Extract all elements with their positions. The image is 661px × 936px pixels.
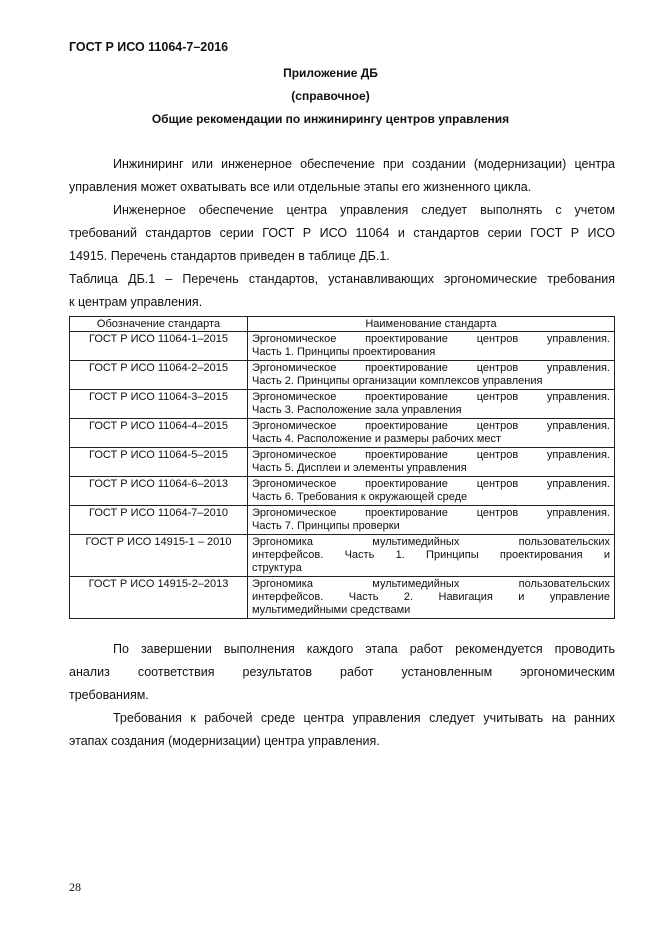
- appendix-heading: Общие рекомендации по инжинирингу центров управления: [151, 112, 510, 126]
- standard-code: ГОСТ Р ИСО 11064-1–2015: [70, 332, 248, 361]
- paragraph-4: [69, 707, 615, 753]
- column-header-designation: Обозначение стандарта: [70, 317, 248, 332]
- paragraph-2-line-3: 14915. Перечень стандартов приведен в таблице ДБ.1.: [69, 249, 390, 263]
- paragraph-4-line-1: Требования к рабочей среде центра управления следует учитывать на ранних: [113, 711, 615, 725]
- table-row: [70, 506, 615, 535]
- table-caption-line-2: к центрам управления.: [69, 295, 203, 309]
- standard-name: Эргономическое проектирование центров управления. Часть 6. Требования к окружающей среде: [248, 477, 615, 506]
- standard-name: Эргономическое проектирование центров управления. Часть 1. Принципы проектирования: [248, 332, 615, 361]
- standard-code: ГОСТ Р ИСО 11064-7–2010: [70, 506, 248, 535]
- paragraph-3-line-2: анализ соответствия результатов работ установленным эргономическим: [69, 665, 615, 679]
- paragraph-2-line-1: Инженерное обеспечение центра управления следует выполнять с учетом: [113, 203, 615, 217]
- table-row: [70, 535, 615, 577]
- standard-name: Эргономическое проектирование центров управления. Часть 3. Расположение зала управления: [248, 390, 615, 419]
- appendix-title: Приложение ДБ: [283, 66, 378, 80]
- standard-code: ГОСТ Р ИСО 11064-6–2013: [70, 477, 248, 506]
- standard-code: ГОСТ Р ИСО 11064-2–2015: [70, 361, 248, 390]
- paragraph-3-line-1: По завершении выполнения каждого этапа работ рекомендуется проводить: [113, 642, 615, 656]
- standard-code: ГОСТ Р ИСО 14915-1 – 2010: [70, 535, 248, 577]
- table-caption: [69, 268, 615, 314]
- standard-name: Эргономическое проектирование центров управления. Часть 5. Дисплеи и элементы управления: [248, 448, 615, 477]
- table-row: [70, 477, 615, 506]
- standard-code: ГОСТ Р ИСО 11064-5–2015: [70, 448, 248, 477]
- paragraph-2-line-2: требований стандартов серии ГОСТ Р ИСО 11064 и стандартов серии ГОСТ Р ИСО: [69, 226, 615, 240]
- standard-code: ГОСТ Р ИСО 11064-3–2015: [70, 390, 248, 419]
- standard-name: Эргономическое проектирование центров управления. Часть 7. Принципы проверки: [248, 506, 615, 535]
- standard-code: ГОСТ Р ИСО 14915-2–2013: [70, 577, 248, 619]
- paragraph-4-line-2: этапах создания (модернизации) центра управления.: [69, 734, 380, 748]
- table-row: [70, 419, 615, 448]
- standards-table: [69, 316, 615, 619]
- paragraph-1: [69, 153, 615, 199]
- table-header-row: [70, 317, 615, 332]
- table-row: [70, 332, 615, 361]
- paragraph-3-line-3: требованиям.: [69, 688, 149, 702]
- table-row: [70, 361, 615, 390]
- table-caption-line-1: Таблица ДБ.1 – Перечень стандартов, устанавливающих эргономические требования: [69, 272, 615, 286]
- column-header-name: Наименование стандарта: [248, 317, 615, 332]
- paragraph-2: [69, 199, 615, 268]
- table-row: [70, 390, 615, 419]
- paragraph-1-line-1: Инжиниринг или инженерное обеспечение при создании (модернизации) центра: [113, 157, 615, 171]
- standard-name: Эргономика мультимедийных пользовательских интерфейсов. Часть 2. Навигация и управление мультимедийными средствами: [248, 577, 615, 619]
- standard-name: Эргономическое проектирование центров управления. Часть 2. Принципы организации комплексов управления: [248, 361, 615, 390]
- table-row: [70, 448, 615, 477]
- standard-name: Эргономическое проектирование центров управления. Часть 4. Расположение и размеры рабочих мест: [248, 419, 615, 448]
- standard-name: Эргономика мультимедийных пользовательских интерфейсов. Часть 1. Принципы проектирования и структура: [248, 535, 615, 577]
- standard-code: ГОСТ Р ИСО 11064-4–2015: [70, 419, 248, 448]
- page-number: 28: [69, 880, 81, 894]
- paragraph-1-line-2: управления может охватывать все или отдельные этапы его жизненного цикла.: [69, 180, 532, 194]
- appendix-subtitle: (справочное): [291, 89, 370, 103]
- document-header: ГОСТ Р ИСО 11064-7–2016: [69, 40, 229, 54]
- table-row: [70, 577, 615, 619]
- paragraph-3: [69, 638, 615, 707]
